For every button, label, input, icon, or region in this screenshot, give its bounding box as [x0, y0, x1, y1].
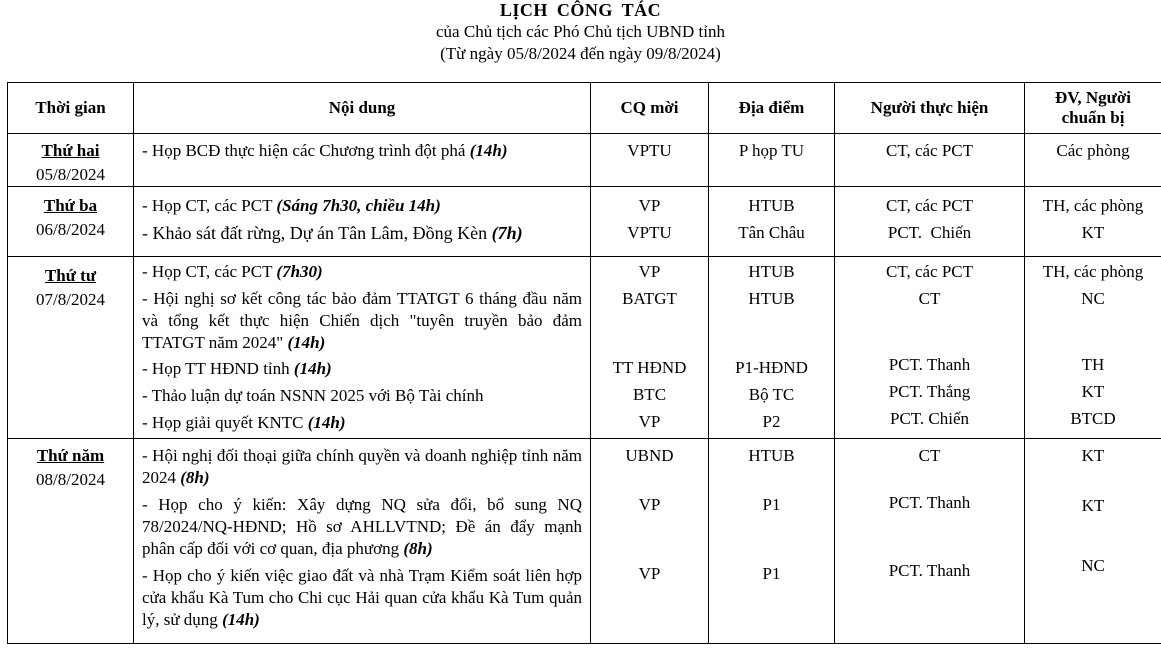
- day-name: Thứ năm: [36, 446, 105, 465]
- schedule-table: [7, 82, 1161, 644]
- list-item: - Họp cho ý kiến: Xây dựng NQ sửa đổi, bổ sung NQ 78/2024/NQ-HĐND; Hồ sơ AHLLVTND; Đề án đẩy mạnh phân cấp đối với cơ quan, địa phương (8h): [142, 495, 582, 558]
- table-row: [8, 439, 1161, 644]
- executor-cell: CT PCT. Thanh PCT. Thanh: [835, 439, 1025, 644]
- inviter-cell: VP BATGT TT HĐND BTC VP: [591, 257, 709, 439]
- list-item: - Họp cho ý kiến việc giao đất và nhà Trạm Kiểm soát liên hợp cửa khẩu Kà Tum cho Chi cục Hải quan cửa khẩu Kà Tum quản lý, sử dụng (14h): [142, 566, 582, 629]
- day-name: Thứ ba: [43, 196, 98, 215]
- location-cell: HTUB P1 P1: [709, 439, 835, 644]
- inviter-cell: UBND VP VP: [591, 439, 709, 644]
- table-row: [8, 134, 1161, 187]
- day-date: 07/8/2024: [36, 290, 105, 309]
- list-item: - Họp TT HĐND tỉnh (14h): [142, 359, 332, 378]
- day-name: Thứ hai: [41, 141, 100, 160]
- day-name: Thứ tư: [44, 266, 97, 285]
- executor-cell: CT, các PCT PCT. Chiến: [835, 187, 1025, 257]
- col-header-inviter: CQ mời: [591, 83, 709, 134]
- preparer-cell: Các phòng: [1025, 134, 1161, 187]
- day-cell: [8, 439, 134, 644]
- date-range: (Từ ngày 05/8/2024 đến ngày 09/8/2024): [440, 44, 721, 63]
- preparer-cell: KT KT NC: [1025, 439, 1161, 644]
- list-item: - Họp BCĐ thực hiện các Chương trình đột phá (14h): [142, 141, 508, 160]
- day-date: 08/8/2024: [36, 470, 105, 489]
- inviter-cell: VP VPTU: [591, 187, 709, 257]
- executor-cell: CT, các PCT CT PCT. Thanh PCT. Thắng PCT. Chiến: [835, 257, 1025, 439]
- col-header-location: Địa điểm: [709, 83, 835, 134]
- list-item: - Họp CT, các PCT (7h30): [142, 262, 323, 281]
- list-item: - Hội nghị đối thoại giữa chính quyền và doanh nghiệp tỉnh năm 2024 (8h): [142, 446, 582, 487]
- document-title: LỊCH CÔNG TÁC: [499, 0, 662, 20]
- day-date: 05/8/2024: [36, 165, 105, 184]
- content-cell: [134, 187, 591, 257]
- content-cell: [134, 439, 591, 644]
- day-cell: [8, 187, 134, 257]
- day-date: 06/8/2024: [36, 220, 105, 239]
- col-header-content: Nội dung: [134, 83, 591, 134]
- location-cell: P họp TU: [709, 134, 835, 187]
- inviter-cell: VPTU: [591, 134, 709, 187]
- table-row: [8, 187, 1161, 257]
- list-item: - Họp CT, các PCT (Sáng 7h30, chiều 14h): [142, 196, 441, 215]
- col-header-preparer: ĐV, Người chuẩn bị: [1025, 83, 1161, 134]
- day-cell: [8, 257, 134, 439]
- list-item: - Khảo sát đất rừng, Dự án Tân Lâm, Đồng Kèn (7h): [142, 223, 523, 243]
- document-subtitle: của Chủ tịch các Phó Chủ tịch UBND tỉnh: [436, 22, 725, 41]
- content-cell: [134, 134, 591, 187]
- content-cell: [134, 257, 591, 439]
- preparer-cell: TH, các phòng NC TH KT BTCD: [1025, 257, 1161, 439]
- location-cell: HTUB HTUB P1-HĐND Bộ TC P2: [709, 257, 835, 439]
- table-header-row: [8, 83, 1161, 134]
- executor-cell: CT, các PCT: [835, 134, 1025, 187]
- list-item: - Hội nghị sơ kết công tác bảo đảm TTATGT 6 tháng đầu năm và tổng kết thực hiện Chiến dịch "tuyên truyền bảo đảm TTATGT năm 2024" (14h): [142, 289, 582, 352]
- list-item: - Thảo luận dự toán NSNN 2025 với Bộ Tài chính: [142, 386, 484, 405]
- col-header-executor: Người thực hiện: [835, 83, 1025, 134]
- table-row: [8, 257, 1161, 439]
- preparer-cell: TH, các phòng KT: [1025, 187, 1161, 257]
- col-header-time: Thời gian: [8, 83, 134, 134]
- list-item: - Họp giải quyết KNTC (14h): [142, 413, 346, 432]
- location-cell: HTUB Tân Châu: [709, 187, 835, 257]
- day-cell: [8, 134, 134, 187]
